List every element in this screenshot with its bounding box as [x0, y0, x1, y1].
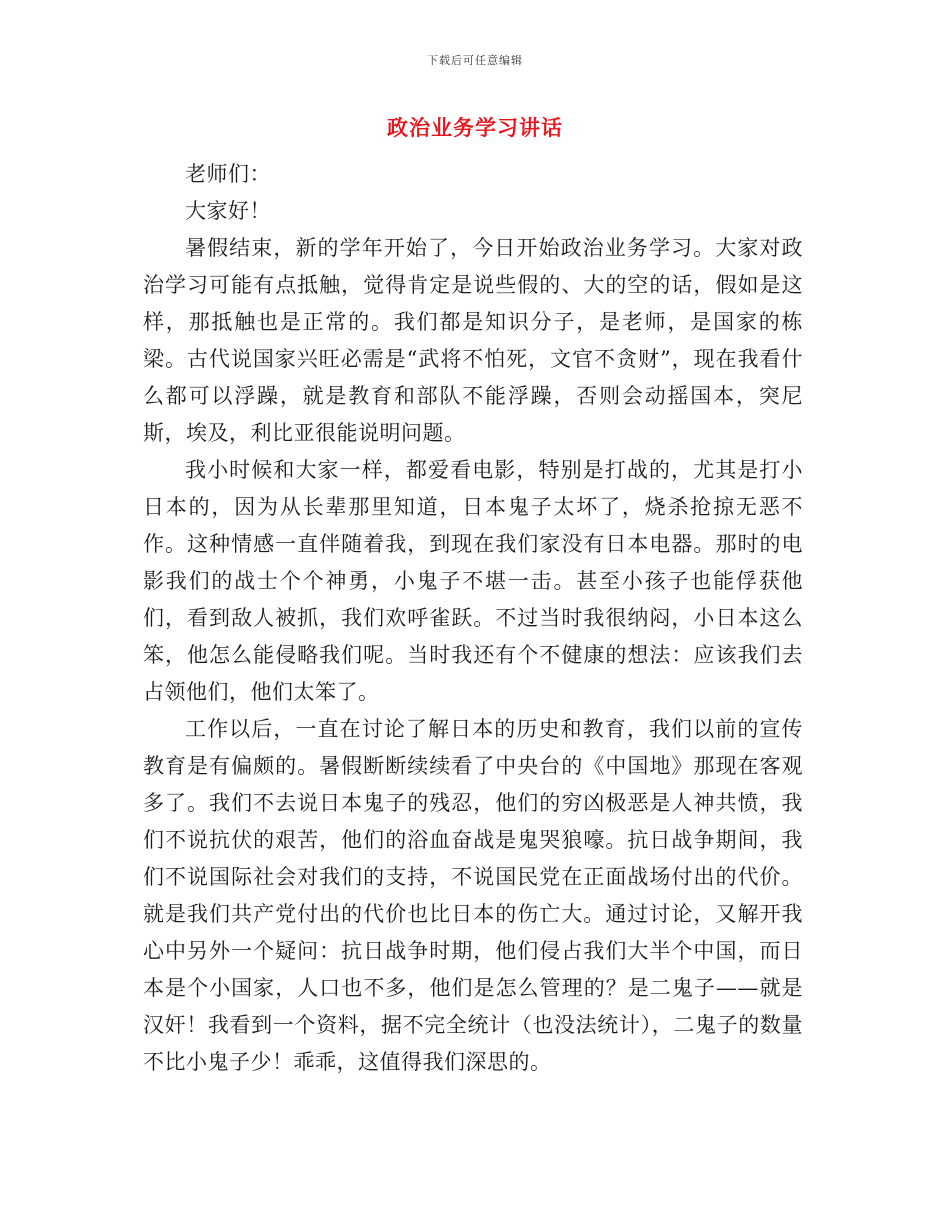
body-paragraph-2: 我小时候和大家一样，都爱看电影，特别是打战的，尤其是打小日本的，因为从长辈那里知道，日本鬼子太坏了，烧杀抢掠无恶不作。这种情感一直伴随着我，到现在我们家没有日本电器。那时的电影我们的战士个个神勇，小鬼子不堪一击。甚至小孩子也能俘获他们，看到敌人被抓，我们欢呼雀跃。不过当时我很纳闷，小日本这么笨，他怎么能侵略我们呢。当时我还有个不健康的想法：应该我们去占领他们，他们太笨了。 — [143, 458, 803, 704]
document-title: 政治业务学习讲话 — [387, 115, 563, 140]
page-header-note: 下载后可任意编辑 — [427, 54, 523, 67]
body-paragraph-3: 工作以后，一直在讨论了解日本的历史和教育，我们以前的宣传教育是有偏颇的。暑假断断续续看了中央台的《中国地》那现在客观多了。我们不去说日本鬼子的残忍，他们的穷凶极恶是人神共愤，我们不说抗伏的艰苦，他们的浴血奋战是鬼哭狼嚎。抗日战争期间，我们不说国际社会对我们的支持，不说国民党在正面战场付出的代价。就是我们共产党付出的代价也比日本的伤亡大。通过讨论，又解开我心中另外一个疑问：抗日战争时期，他们侵占我们大半个中国，而日本是个小国家，人口也不多，他们是怎么管理的？是二鬼子——就是汉奸！我看到一个资料，据不完全统计（也没法统计），二鬼子的数量不比小鬼子少！乖乖，这值得我们深思的。 — [143, 717, 803, 1074]
body-paragraph-1: 暑假结束，新的学年开始了，今日开始政治业务学习。大家对政治学习可能有点抵触，觉得肯定是说些假的、大的空的话，假如是这样，那抵触也是正常的。我们都是知识分子，是老师，是国家的栋梁。古代说国家兴旺必需是“武将不怕死，文官不贪财”，现在我看什么都可以浮躁，就是教育和部队不能浮躁，否则会动摇国本，突尼斯，埃及，利比亚很能说明问题。 — [143, 236, 803, 445]
document-body — [143, 156, 803, 1081]
salutation-paragraph: 老师们： — [185, 162, 271, 186]
greeting-paragraph: 大家好！ — [185, 199, 271, 223]
